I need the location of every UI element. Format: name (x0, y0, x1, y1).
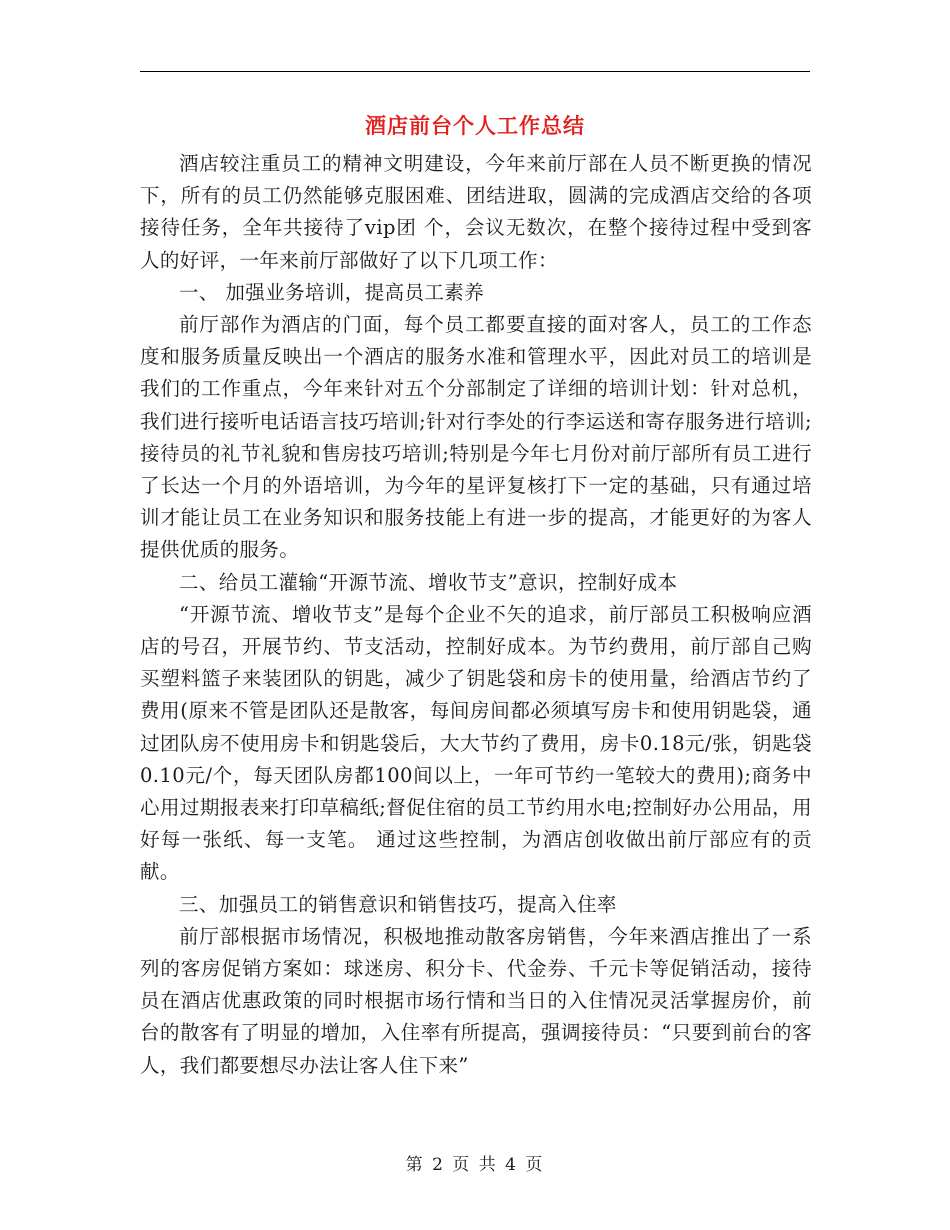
section-heading-3: 三、加强员工的销售意识和销售技巧，提高入住率 (179, 892, 617, 916)
section-body-3: 前厅部根据市场情况，积极地推动散客房销售，今年来酒店推出了一系列的客房促销方案如：球迷房、积分卡、代金券、千元卡等促销活动，接待员在酒店优惠政策的同时根据市场行情和当日的入住情况灵活掌握房价，前台的散客有了明显的增加，入住率有所提高，强调接待员：“只要到前台的客人，我们都要想尽办法让客人住下来” (140, 924, 812, 1077)
section-heading-2: 二、给员工灌输“开源节流、增收节支”意识，控制好成本 (179, 570, 678, 594)
page-number: 第 2 页 共 4 页 (405, 1155, 545, 1175)
header-rule (140, 71, 810, 72)
section-body-2: “开源节流、增收节支”是每个企业不矢的追求，前厅部员工积极响应酒店的号召，开展节约、节支活动，控制好成本。为节约费用，前厅部自己购买塑料篮子来装团队的钥匙，减少了钥匙袋和房卡的使用量，给酒店节约了费用(原来不管是团队还是散客，每间房间都必须填写房卡和使用钥匙袋，通过团队房不使用房卡和钥匙袋后，大大节约了费用，房卡0.18元/张，钥匙袋0.10元/个，每天团队房都100间以上，一年可节约一笔较大的费用);商务中心用过期报表来打印草稿纸;督促住宿的员工节约用水电;控制好办公用品，用好每一张纸、每一支笔。 通过这些控制，为酒店创收做出前厅部应有的贡献。 (140, 602, 812, 884)
document-title: 酒店前台个人工作总结 (365, 113, 585, 138)
section-heading-1: 一、 加强业务培训，提高员工素养 (179, 280, 485, 304)
intro-paragraph: 酒店较注重员工的精神文明建设，今年来前厅部在人员不断更换的情况下，所有的员工仍然能够克服困难、团结进取，圆满的完成酒店交给的各项接待任务，全年共接待了vip团 个，会议无数次，在整个接待过程中受到客人的好评，一年来前厅部做好了以下几项工作： (140, 152, 812, 272)
document-body (140, 148, 812, 1082)
section-body-1: 前厅部作为酒店的门面，每个员工都要直接的面对客人，员工的工作态度和服务质量反映出一个酒店的服务水准和管理水平，因此对员工的培训是我们的工作重点，今年来针对五个分部制定了详细的培训计划：针对总机，我们进行接听电话语言技巧培训;针对行李处的行李运送和寄存服务进行培训;接待员的礼节礼貌和售房技巧培训;特别是今年七月份对前厅部所有员工进行了长达一个月的外语培训，为今年的星评复核打下一定的基础，只有通过培训才能让员工在业务知识和服务技能上有进一步的提高，才能更好的为客人提供优质的服务。 (140, 313, 812, 562)
